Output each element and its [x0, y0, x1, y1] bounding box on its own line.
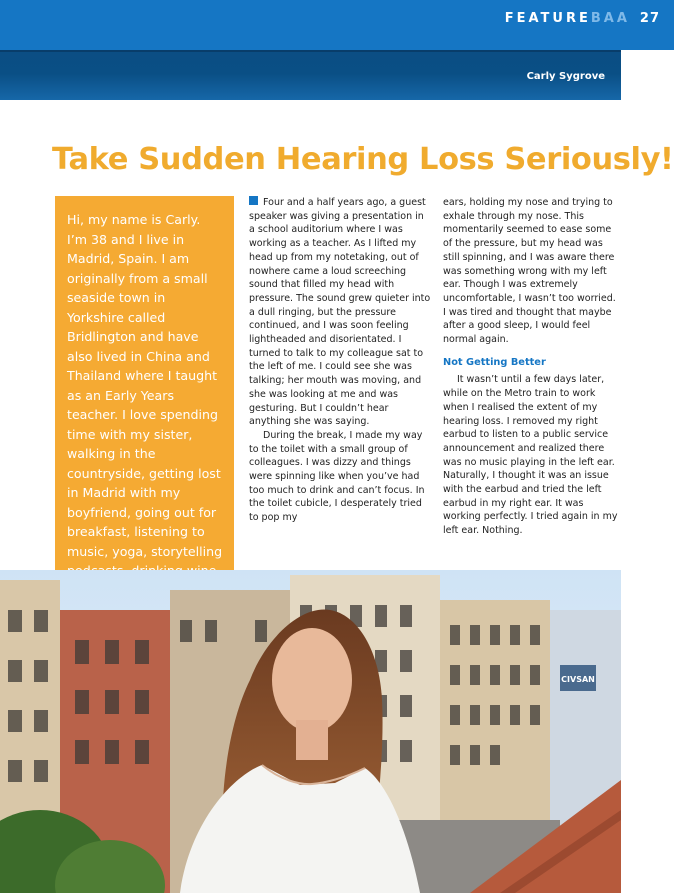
page-number: 27: [639, 11, 660, 26]
author-name: Carly Sygrove: [526, 71, 605, 82]
article-column-1: [249, 196, 431, 525]
author-banner: [0, 50, 621, 100]
paragraph: ears, holding my nose and trying to exhale through my nose. This momentarily seemed to ease some of the pressure, but my head was still spinning, and I was aware there was something wrong with my left ear. Though I was extremely uncomfortable, I wasn’t too worried. I was tired and thought that maybe after a good sleep, I would feel normal again.: [443, 197, 616, 346]
paragraph-start-marker-icon: [249, 196, 258, 205]
building-sign-text: CIVSAN: [561, 675, 595, 684]
paragraph-text: Four and a half years ago, a guest speaker was giving a presentation in a school auditorium where I was working as a teacher. As I lifted my head up from my notetaking, out of nowhere came a loud screeching sound that filled my head with pressure. The sound grew quieter into a dull ringing, but the pressure continued, and I was soon feeling lightheaded and disorientated. I turned to talk to my colleague sat to the left of me. I could see she was talking; her mouth was moving, and she was looking at me and was gesturing. But I couldn’t hear anything she was saying.: [249, 197, 431, 428]
subheading: Not Getting Better: [443, 356, 546, 368]
photo-illustration: [0, 570, 621, 893]
author-photo: [0, 570, 621, 893]
paragraph: During the break, I made my way to the toilet with a small group of colleagues. I was dizzy and things were spinning like when you’ve had too much to drink and can’t focus. In the toilet cubicle, I desperately tried to pop my: [249, 429, 425, 524]
author-bio-text: Hi, my name is Carly. I’m 38 and I live in Madrid, Spain. I am originally from a small seaside town in Yorkshire called Bridlington and have also lived in China and Thailand where I taught as an Early Years teacher. I love spending time with my sister, walking in the countryside, getting lost in Madrid with my boyfriend, going out for breakfast, listening to music, yoga, storytelling: [67, 212, 223, 559]
section-name: FEATURE: [504, 11, 591, 26]
section-label: [505, 11, 660, 26]
author-bio-box: [55, 196, 234, 633]
paragraph: It wasn’t until a few days later, while on the Metro train to work when I realised the extent of my hearing loss. I removed my right earbud to listen to a public service announcement and realized there was no music playing in the left ear. Naturally, I thought it was an issue with the earbud and tried the left earbud in my right ear. It was working perfectly. I tried again in my left ear. Nothing.: [443, 374, 618, 537]
top-banner: [0, 0, 674, 50]
article-title: Take Sudden Hearing Loss Seriously!: [52, 142, 674, 177]
article-column-2: [443, 196, 621, 538]
paragraph: [249, 196, 431, 429]
brand-name: BAA: [590, 11, 630, 26]
